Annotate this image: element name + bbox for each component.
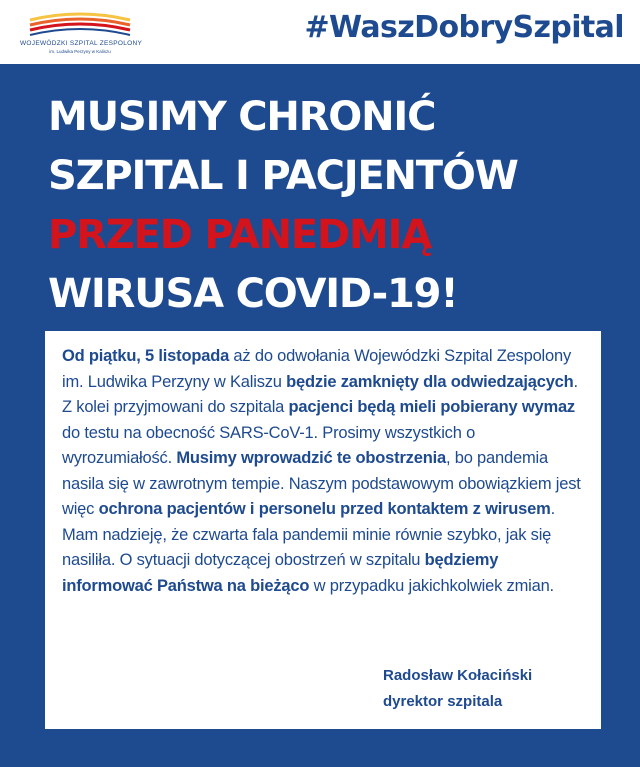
headline [48,88,518,324]
logo-subtitle: im. Ludwika Perzyny w Kaliszu [49,49,111,54]
message-bold-restrictions: Musimy wprowadzić te obostrzenia [176,449,446,467]
hashtag-title: #WaszDobrySzpital [304,10,624,45]
message-text-2: . Z kolei przyjmowani do szpitala [62,372,578,416]
message-text-3: do testu na obecność SARS-CoV-1. Prosimy wszystkich o wyrozumiałość. [62,423,476,467]
headline-line-1: MUSIMY CHRONIĆ [48,94,436,140]
message-bold-inform: będziemy informować Państwa na bieżąco [62,551,499,595]
headline-line-3-highlight: PRZED PANEDMIĄ [48,212,432,258]
message-text-4: , bo pandemia nasila się w zawrotnym tempie. Naszym podstawowym obowiązkiem jest więc [62,449,581,518]
message-body [62,344,586,599]
message-text-5: . Mam nadzieję, że czwarta fala pandemii minie równie szybko, jak się nasiliła. O sytuacji dotyczącej obostrzeń w szpitalu [62,500,555,569]
signature [383,663,532,715]
signature-name: Radosław Kołaciński [383,667,533,684]
logo-name: WOJEWÓDZKI SZPITAL ZESPOLONY [20,40,143,47]
top-bar [0,0,640,64]
message-text-1: aż do odwołania Wojewódzki Szpital Zespolony im. Ludwika Perzyny w Kaliszu [62,347,572,391]
hospital-logo [20,10,143,60]
message-bold-date: Od piątku, 5 listopada [62,347,230,365]
headline-line-2: SZPITAL I PACJENTÓW [48,153,518,199]
message-bold-closed: będzie zamknięty dla odwiedzających [286,372,574,391]
message-card [45,331,601,729]
signature-title: dyrektor szpitala [383,693,503,710]
message-bold-protection: ochrona pacjentów i personelu przed kontaktem z wirusem [98,500,551,518]
headline-line-4: WIRUSA COVID-19! [48,271,458,317]
message-bold-swab: pacjenci będą mieli pobierany wymaz [288,398,575,416]
message-text-6: w przypadku jakichkolwiek zmian. [309,576,554,595]
logo-stripes-icon [20,10,140,40]
